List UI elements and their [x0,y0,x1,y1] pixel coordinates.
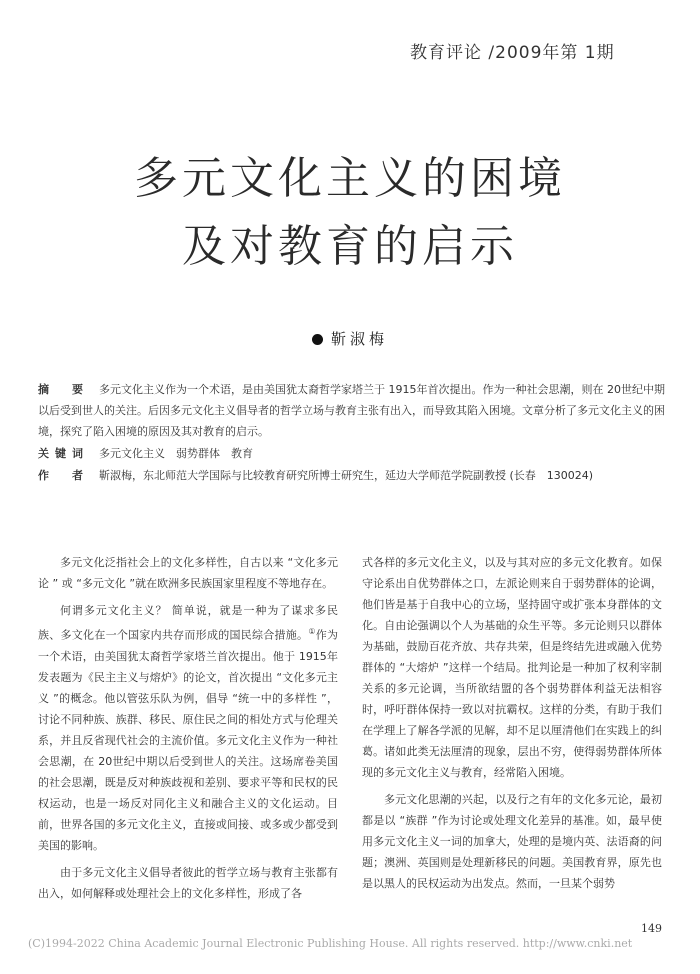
abstract-text: 多元文化主义作为一个术语，是由美国犹太裔哲学家塔兰于 1915年首次提出。作为一种社会思潮，则在 20世纪中期以后受到世人的关注。后因多元文化主义倡导者的哲学立场与教育主张有出入，而导致其陷入困境。文章分析了多元文化主义的困境，探究了陷入困境的原因及其对教育的启示。 [38,383,665,438]
paragraph: 由于多元文化主义倡导者彼此的哲学立场与教育主张都有出入，如何解释或处理社会上的文化多样性，形成了各 [38,865,338,900]
footnote-mark: ① [308,627,316,636]
author-line [0,328,700,349]
journal-name: 教育评论 [410,43,482,63]
journal-header [410,38,615,63]
bullet-dot-icon [312,334,323,345]
abstract-label: 摘 要 [38,383,89,396]
author-info-block [38,465,666,486]
author-info-label: 作 者 [38,469,89,482]
author-info-text: 靳淑梅，东北师范大学国际与比较教育研究所博士研究生，延边大学师范学院副教授 (长春 130024) [99,469,594,482]
paragraph-text: 作为一个术语，由美国犹太裔哲学家塔兰首次提出。他于 1915年发表题为《民主主义与熔炉》的论文，首次提出 “文化多元主义 ”的概念。他以管弦乐队为例，倡导 “统一中的多样性 ”，讨论不同种族、族群、移民、原住民之间的相处方式与伦理关系，并且反省现代社会的主流价值。多元文化主义作为一种社会思潮，在 20世纪中期以后受到世人的关注。这场席卷美国的社会思潮，既是反对种族歧视和差别、要求平等和民权的民权运动，也是一场反对同化主义和融合主义的文化运动。目前，世界各国的多元文化主义，直接或间接、或多或少都受到美国的影响。 [38,628,339,852]
journal-issue: 2009年第 1期 [495,43,615,63]
keywords-label: 关键词 [38,447,89,460]
header-slash: / [488,43,496,63]
keywords-block [38,443,666,464]
paragraph-text: 何谓多元文化主义？ 简单说，就是一种为了谋求多民族、多文化在一个国家内共存而形成的国民综合措施。 [38,604,338,642]
article-title-line-1: 多元文化主义的困境 [134,153,566,204]
author-name: 靳淑梅 [330,330,388,348]
body-column-right [362,552,662,900]
abstract-block [38,379,666,442]
article-title-line-2: 及对教育的启示 [182,221,518,272]
paragraph: 式各样的多元文化主义，以及与其对应的多元文化教育。如保守论系出自优势群体之口，左派论则来自于弱势群体的论调，他们皆是基于自我中心的立场，坚持固守或扩张本身群体的文化。自由论强调以个人为基础的众生平等。多元论则只以群体为基础，鼓励百花齐放、共存共荣，但是终结先进或融入优势群体的 “大熔炉 ”这样一个结局。批判论是一种加了权利宰制关系的多元论调，当所欲结盟的各个弱势群体利益无法相容时，呼吁群体保持一致以对抗霸权。这样的分类，有助于我们在学理上了解各学派的见解，却不足以厘清他们在实践上的纠葛。诸如此类无法厘清的现象，层出不穷，使得弱势群体所体现的多元文化主义与教育，经常陷入困境。 [362,556,662,779]
paragraph: 多元文化思潮的兴起，以及行之有年的文化多元论，最初都是以 “族群 ”作为讨论或处理文化差异的基准。如，最早使用多元文化主义一词的加拿大，处理的是境内英、法语裔的问题；澳洲、英国则是处理新移民的问题。美国教育界，原先也是以黑人的民权运动为出发点。然而，一旦某个弱势 [362,793,662,890]
paragraph: 多元文化泛指社会上的文化多样性，自古以来 “文化多元论 ” 或 “多元文化 ”就在欧洲多民族国家里程度不等地存在。 [38,556,338,590]
paragraph [38,600,338,856]
page-number: 149 [641,922,662,935]
body-column-left [38,552,338,910]
keywords-text: 多元文化主义 弱势群体 教育 [99,447,253,460]
copyright-footer: (C)1994-2022 China Academic Journal Electronic Publishing House. All rights reserved. http://www.cnki.net [28,937,633,950]
